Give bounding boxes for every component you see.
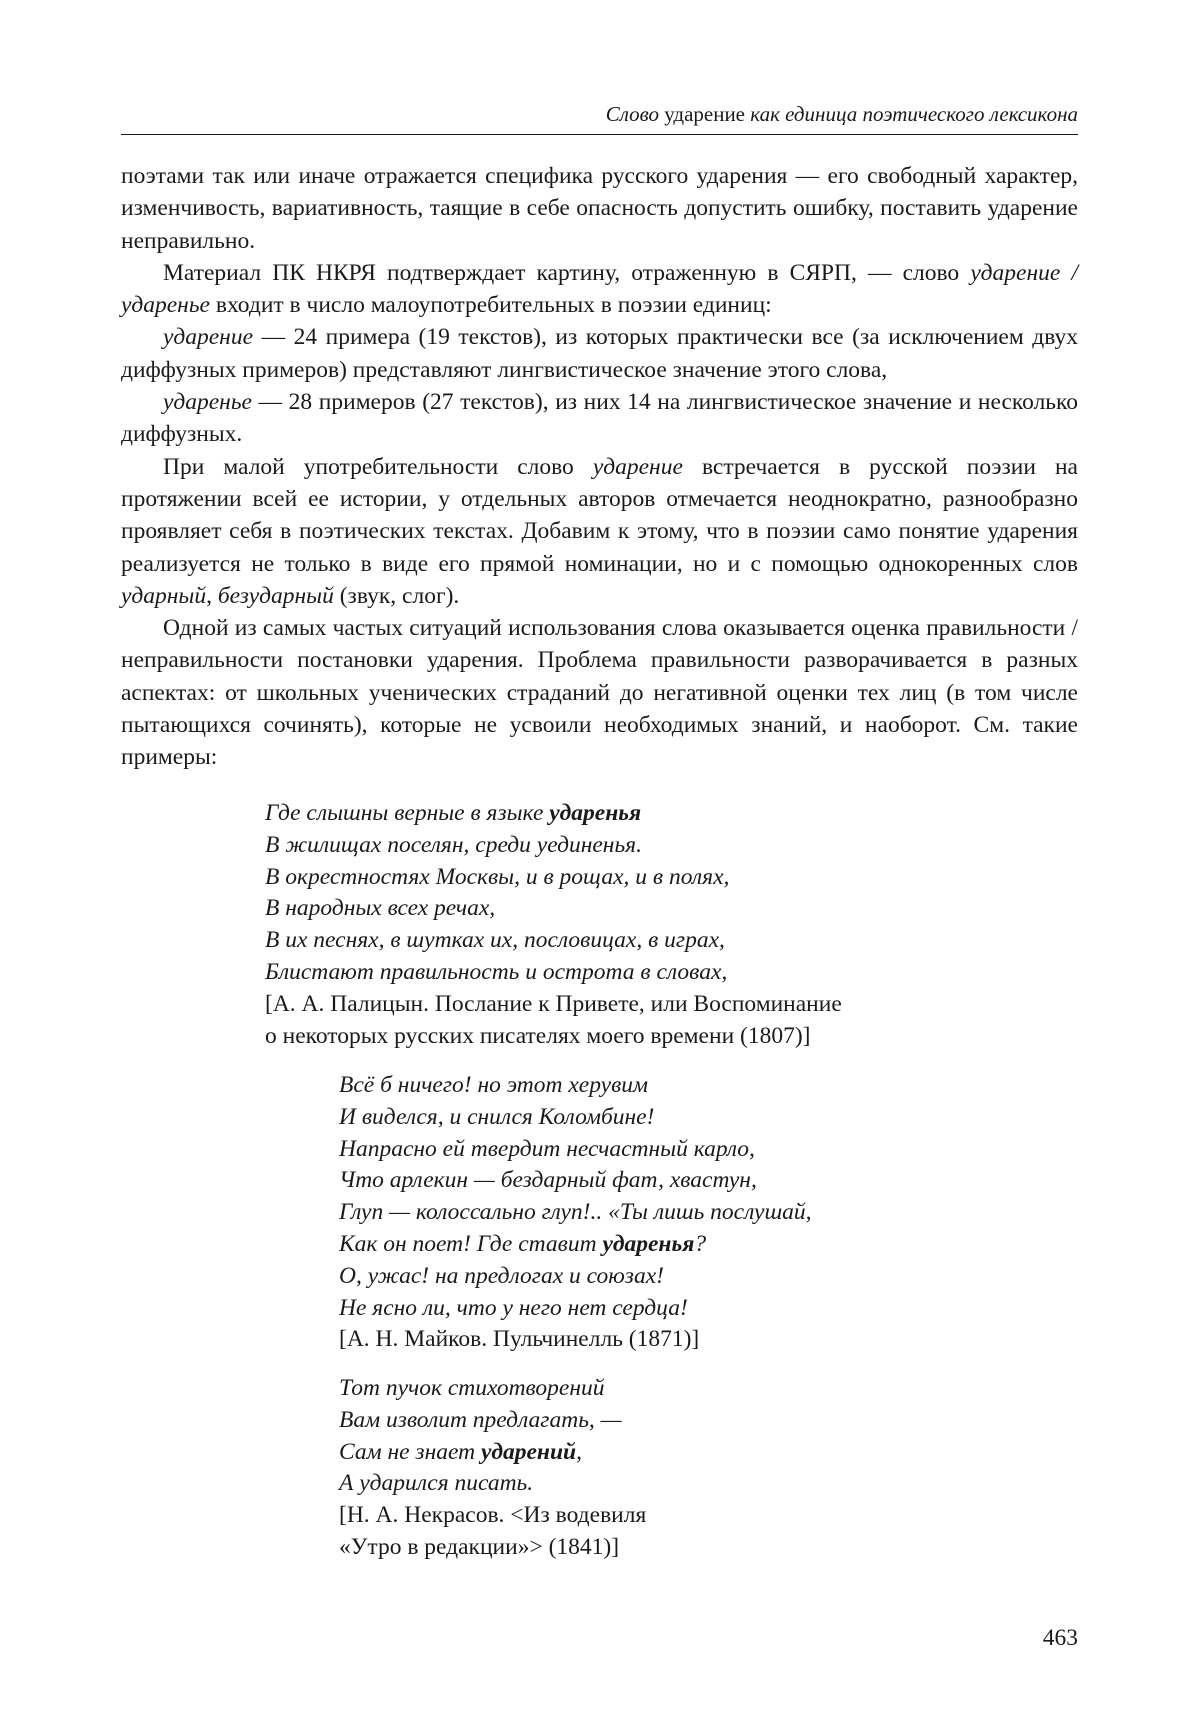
header-rule (121, 134, 1078, 135)
poem-line: В жилищах поселян, среди уединенья. (265, 831, 642, 858)
poem-line: В их песнях, в шутках их, пословицах, в играх, (265, 927, 725, 954)
poem-line: Вам изволит предлагать, — (339, 1406, 622, 1433)
poem-line: Что арлекин — бездарный фат, хвастун, (339, 1167, 757, 1194)
poem-line: А ударился писать. (339, 1470, 534, 1497)
running-head (121, 100, 1078, 128)
italic-term: ударение / ударенье (121, 259, 1078, 319)
poem-line: Напрасно ей твердит несчастный карло, (339, 1135, 755, 1162)
poem-quote-1 (265, 798, 842, 1052)
text-run: Где слышны верные в языке (265, 800, 550, 826)
text-run: Как он поет! Где ставит (339, 1230, 603, 1257)
paragraph-3 (121, 321, 1078, 386)
poem-line: Глуп — колоссально глуп!.. «Ты лишь послушай, (339, 1199, 812, 1226)
poem-line: И виделся, и снился Коломбине! (339, 1103, 655, 1130)
poem-source: [Н. А. Некрасов. <Из водевиля (339, 1502, 647, 1529)
text-run: , (206, 582, 218, 609)
poem-line (265, 798, 842, 830)
body-text (121, 160, 1078, 774)
poem-line: О, ужас! на предлогах и союзах! (339, 1262, 664, 1289)
paragraph-2 (121, 257, 1078, 322)
text-run: Материал ПК НКРЯ подтверждает картину, отраженную в СЯРП, — слово (163, 259, 971, 286)
text-run: (звук, слог). (333, 582, 460, 609)
bold-keyword: ударений (480, 1438, 577, 1465)
italic-term: ударный (121, 582, 207, 609)
running-head-part: Слово (605, 102, 665, 126)
text-run: Сам не знает (339, 1438, 481, 1465)
paragraph-6: Одной из самых частых ситуаций использования слова оказывается оценка правильности / неправильности постановки ударения. Проблема правильности разворачивается в разных аспектах: от школьных ученических страданий до негативной оценки тех лиц (в том числе пытающихся сочинять), которые не усвоили необходимых знаний, и наоборот. См. такие примеры: (121, 615, 1078, 771)
running-head-keyword: ударение (664, 102, 746, 126)
text-run: — 24 примера (19 текстов), из которых практически все (за исключением двух диффузных примеров) представляют лингвистическое значение этого слова, (121, 324, 1078, 383)
running-head-part: как единица поэтического лексикона (745, 102, 1078, 126)
poem-line: Всё б ничего! но этот херувим (339, 1072, 649, 1098)
text-run: , (576, 1438, 582, 1465)
paragraph-1: поэтами так или иначе отражается специфика русского ударения — его свободный характер, изменчивость, вариативность, таящие в себе опасность допустить ошибку, поставить ударение неправильно. (121, 163, 1078, 254)
poem-source: «Утро в редакции»> (1841)] (339, 1533, 620, 1560)
text-run: входит в число малоупотребительных в поэзии единиц: (209, 292, 772, 319)
bold-keyword: ударенья (549, 800, 642, 826)
poem-source: о некоторых русских писателях моего времени (1807)] (265, 1022, 811, 1049)
bold-keyword: ударенья (602, 1230, 695, 1257)
poem-line: В народных всех речах, (265, 895, 496, 922)
poem-line: Тот пучок стихотворений (339, 1375, 605, 1401)
page-number: 463 (1042, 1625, 1078, 1651)
paragraph-5 (121, 451, 1078, 612)
poem-source: [А. А. Палицын. Послание к Привете, или Воспоминание (265, 990, 842, 1017)
poem-quote-2 (339, 1070, 812, 1356)
poem-line: Не ясно ли, что у него нет сердца! (339, 1294, 688, 1321)
poem-line: В окрестностях Москвы, и в рощах, и в полях, (265, 863, 730, 890)
poem-quote-3 (339, 1373, 646, 1564)
poem-line (339, 1229, 812, 1261)
italic-term: ударение (592, 453, 683, 480)
poem-source: [А. Н. Майков. Пульчинелль (1871)] (339, 1326, 700, 1353)
poem-line (339, 1437, 646, 1469)
text-run: встречается в русской поэзии на протяжении всей ее истории, у отдельных авторов отмечается неоднократно, разнообразно проявляет себя в поэтических текстах. Добавим к этому, что в поэзии само понятие ударения реализуется не только в виде его прямой номинации, но и с помощью однокоренных слов (121, 453, 1078, 577)
poem-line: Блистают правильность и острота в словах, (265, 958, 728, 985)
text-run: При малой употребительности слово (163, 453, 593, 480)
italic-term: ударение (163, 324, 254, 351)
italic-term: ударенье (163, 389, 252, 416)
italic-term: безударный (217, 582, 334, 609)
text-run: — 28 примеров (27 текстов), из них 14 на лингвистическое значение и несколько диффузных. (121, 389, 1078, 448)
paragraph-4 (121, 386, 1078, 451)
text-run: ? (694, 1230, 707, 1257)
